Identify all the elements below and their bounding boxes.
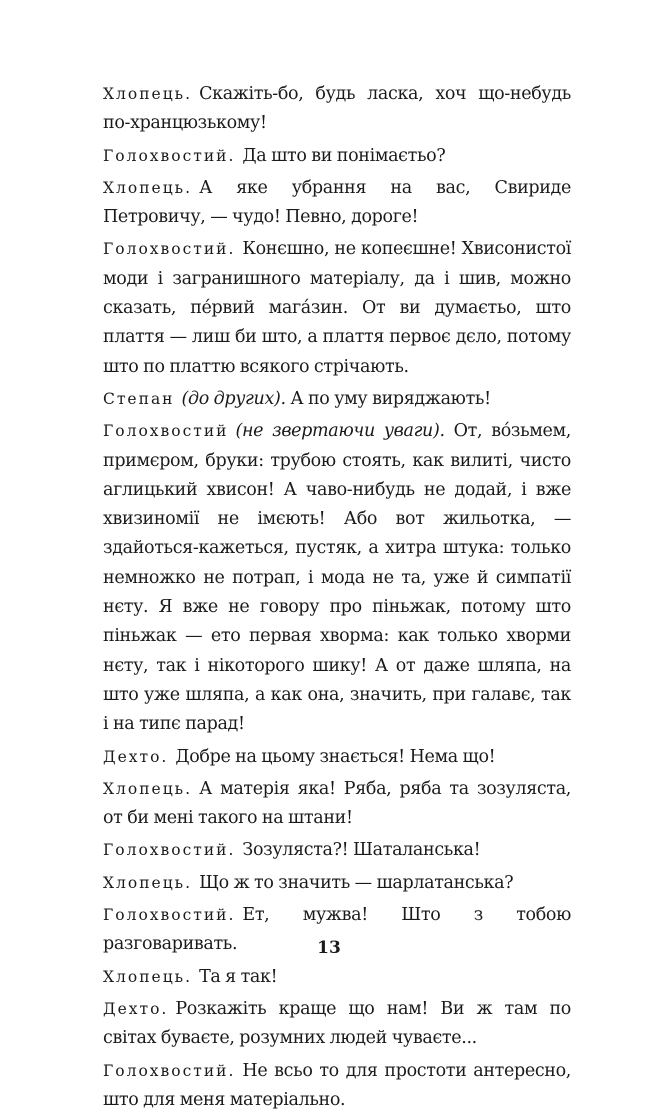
- line-text: Та я так!: [199, 966, 278, 987]
- line-text: А яке убрання на вас, Свириде Петровичу, — чудо! Певно, дороге!: [103, 177, 571, 228]
- speaker-name: Голохвостий.: [103, 146, 236, 165]
- dialogue-line: [103, 836, 571, 865]
- page-number: 13: [317, 938, 341, 958]
- dialogue-line: [103, 743, 571, 772]
- speaker-name: Хлопець.: [103, 873, 193, 892]
- speaker-name: Голохвостий.: [103, 841, 236, 860]
- dialogue-line: [103, 235, 571, 381]
- line-text: Скажіть-бо, будь ласка, хоч що-небудь по-хранцюзькому!: [103, 84, 571, 134]
- line-text: Зозуляста?! Шаталанська!: [242, 840, 481, 861]
- stage-direction: (не звертаючи уваги).: [235, 421, 445, 442]
- dialogue-line: [103, 1057, 571, 1116]
- dialogue-line: [103, 417, 571, 739]
- line-text: От, вóзьмем, примєром, бруки: трубою стоять, как вилиті, чисто аглицький хвисон! А чаво-нибудь не додай, і вже хвизиномії не імєють! Або вот жильотка, — здайоться-кажеться, пустяк, а хитра штука: только немножко не потрап, і мода не та, уже й симпатії нєту. Я вже не говору про піньжак, потому што піньжак — ето первая хворма: как только хворми нєту, так і нікотoрого шику! А от даже шляпа, на што уже шляпа, а как она, значить, при галавє, так і на типє парад!: [103, 421, 571, 735]
- line-text: Не всьо то для простоти антересно, што для меня матеріально.: [103, 1060, 571, 1110]
- line-text: Конєшно, не копеєшне! Хвисонистої моди і загранишного матеріалу, да і шив, можно сказать, пéрвий магáзин. От ви думаєтьо, што плаття — лиш би што, а плаття первоє дєло, потому што по платтю всякого стрічають.: [103, 239, 571, 377]
- dialogue-line: [103, 775, 571, 834]
- line-text: Добре на цьому знається! Нема що!: [175, 746, 496, 767]
- line-text: Розкажіть краще що нам! Ви ж там по світах буваєте, розумних людей чуваєте...: [103, 998, 571, 1049]
- dialogue-line: [103, 142, 571, 171]
- speaker-name: Хлопець.: [103, 85, 193, 103]
- speaker-name: Хлопець.: [103, 967, 193, 986]
- line-text: А по уму виряджають!: [290, 388, 491, 409]
- speaker-name: Голохвостий.: [103, 1061, 236, 1080]
- stage-direction: (до других).: [181, 388, 286, 409]
- dialogue-line: [103, 80, 571, 139]
- speaker-name: Дехто.: [103, 747, 169, 766]
- speaker-name: Голохвостий.: [103, 240, 236, 259]
- speaker-name: Дехто.: [103, 999, 169, 1018]
- speaker-name: Хлопець.: [103, 178, 193, 197]
- speaker-name: Голохвостий: [103, 422, 229, 441]
- line-text: Що ж то значить — шарлатанська?: [199, 872, 514, 893]
- dialogue-line: [103, 869, 571, 898]
- page-text: [103, 80, 571, 1118]
- dialogue-line: [103, 174, 571, 233]
- dialogue-line: [103, 995, 571, 1054]
- speaker-name: Степан: [103, 389, 175, 408]
- speaker-name: Хлопець.: [103, 779, 193, 798]
- dialogue-line: [103, 963, 571, 992]
- line-text: Ет, мужва! Што з тобою разговаривать.: [103, 905, 571, 955]
- speaker-name: Голохвостий.: [103, 906, 236, 925]
- dialogue-line: [103, 385, 571, 414]
- line-text: Да што ви понімаєтьо?: [242, 145, 446, 166]
- line-text: А матерія яка! Ряба, ряба та зозуляста, от би мені такого на штани!: [103, 778, 571, 829]
